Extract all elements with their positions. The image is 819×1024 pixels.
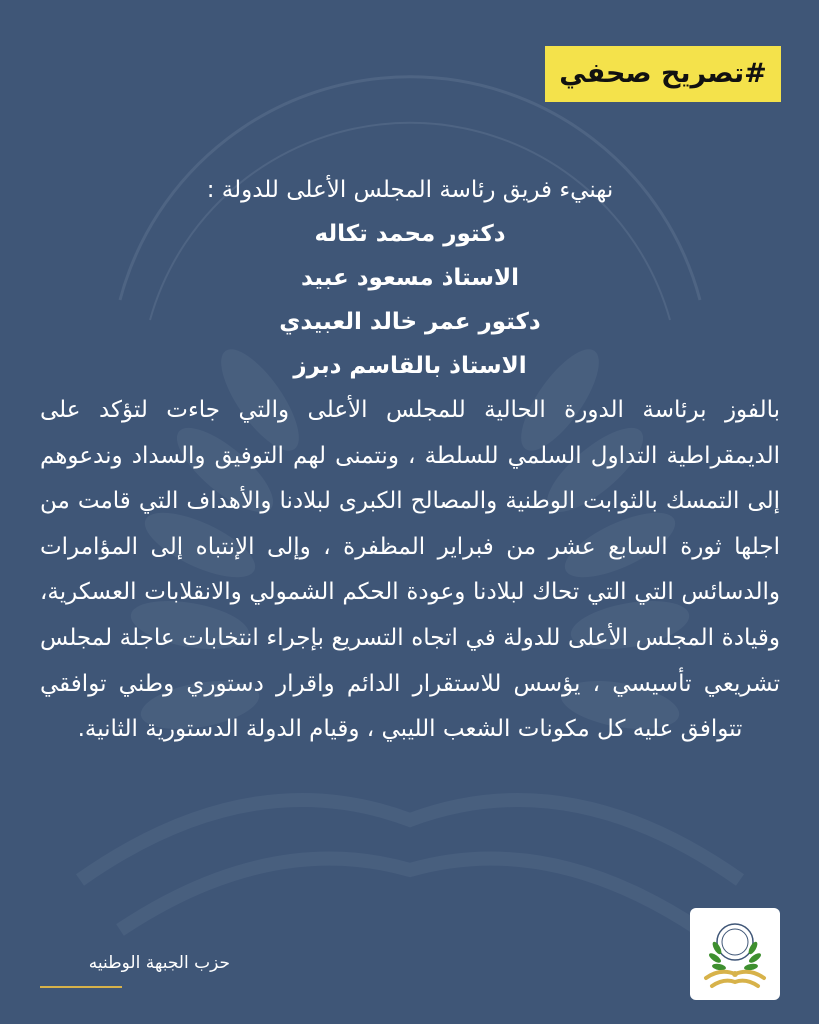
party-name-signature: حزب الجبهة الوطنيه bbox=[88, 953, 230, 973]
statement-intro: نهنيء فريق رئاسة المجلس الأعلى للدولة : bbox=[206, 177, 614, 203]
council-member-name: دكتور عمر خالد العبيدي bbox=[279, 309, 541, 335]
statement-content bbox=[40, 168, 780, 753]
press-statement-tag: #تصريح صحفي bbox=[545, 46, 781, 102]
council-member-name: الاستاذ بالقاسم دبرز bbox=[293, 353, 527, 379]
council-member-name: دكتور محمد تكاله bbox=[314, 221, 506, 247]
party-logo bbox=[690, 908, 780, 1000]
signature-underline bbox=[40, 986, 122, 988]
council-member-name: الاستاذ مسعود عبيد bbox=[300, 265, 520, 291]
statement-body: بالفوز برئاسة الدورة الحالية للمجلس الأعلى والتي جاءت لتؤكد على الديمقراطية التداول السلمي للسلطة ، ونتمنى لهم التوفيق والسداد وندعوهم إلى التمسك بالثوابت الوطنية والمصالح الكبرى لبلادنا والأهداف التي قامت من اجلها ثورة السابع عشر من فبراير المظفرة ، وإلى الإنتباه إلى المؤامرات والدسائس التي التي تحاك لبلادنا وعودة الحكم الشمولي والانقلابات العسكرية، وقيادة المجلس الأعلى للدولة في اتجاه التسريع بإجراء انتخابات عاجلة لمجلس تشريعي تأسيسي ، يؤسس للاستقرار الدائم واقرار دستوري وطني توافقي تتوافق عليه كل مكونات الشعب الليبي ، وقيام الدولة الدستورية الثانية. bbox=[40, 397, 780, 743]
party-logo-icon bbox=[690, 908, 780, 1000]
